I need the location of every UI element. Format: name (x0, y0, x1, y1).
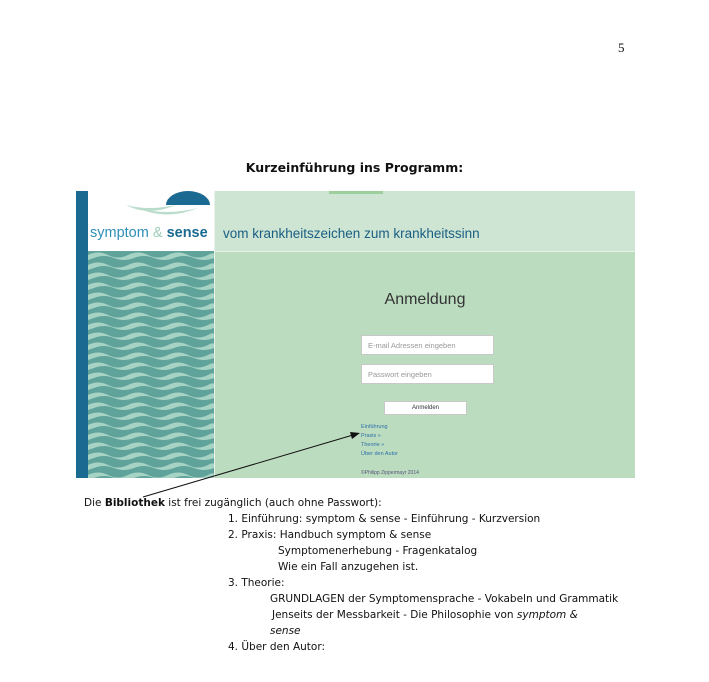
tagline: vom krankheitszeichen zum krankheitssinn (223, 226, 480, 241)
intro-pre: Die (84, 497, 105, 509)
list-item: 3. Theorie: (228, 577, 285, 589)
list-item-italic: symptom & (516, 609, 578, 621)
list-item: Symptomenerhebung - Fragenkatalog (278, 545, 478, 557)
list-item: 1. Einführung: symptom & sense - Einführung - Kurzversion (228, 513, 541, 525)
list-item: GRUNDLAGEN der Symptomensprache - Vokabeln und Grammatik (270, 593, 619, 605)
header-tab-marker (329, 191, 383, 194)
library-links (361, 423, 398, 459)
left-stripe (76, 191, 88, 478)
login-button[interactable]: Anmelden (384, 401, 467, 415)
list-item: sense (270, 625, 301, 637)
intro-bold: Bibliothek (104, 497, 165, 509)
wave-pattern (88, 251, 214, 478)
intro-line (84, 497, 382, 509)
logo-text (90, 225, 208, 241)
list-item: Wie ein Fall anzugehen ist. (278, 561, 419, 573)
logo-ampersand: & (148, 225, 167, 241)
list-item: 2. Praxis: Handbuch symptom & sense (228, 529, 432, 541)
copyright: ©Philipp Zippermayr 2014 (361, 470, 419, 476)
logo-panel (88, 191, 214, 478)
link-theorie[interactable]: Theorie » (361, 442, 385, 448)
link-einfuehrung[interactable]: Einführung (361, 424, 388, 430)
logo-word-sense: sense (166, 225, 208, 241)
login-title: Anmeldung (384, 291, 466, 308)
list-item: 4. Über den Autor: (228, 641, 325, 653)
logo-mark-icon (118, 191, 228, 219)
list-item (272, 609, 578, 621)
password-field[interactable]: Passwort eingeben (361, 364, 494, 384)
logo-word-symptom: symptom (90, 225, 149, 241)
list-item-text: Jenseits der Messbarkeit - Die Philosophie von (272, 609, 517, 621)
page-number: 5 (618, 40, 625, 55)
link-autor[interactable]: Über den Autor (361, 451, 398, 457)
link-praxis[interactable]: Praxis » (361, 433, 381, 439)
app-header (215, 191, 635, 252)
intro-post: ist frei zugänglich (auch ohne Passwort): (164, 497, 382, 509)
app-screenshot (76, 191, 635, 478)
page-title: Kurzeinführung ins Programm: (245, 160, 464, 175)
email-field[interactable]: E-mail Adressen eingeben (361, 335, 494, 355)
